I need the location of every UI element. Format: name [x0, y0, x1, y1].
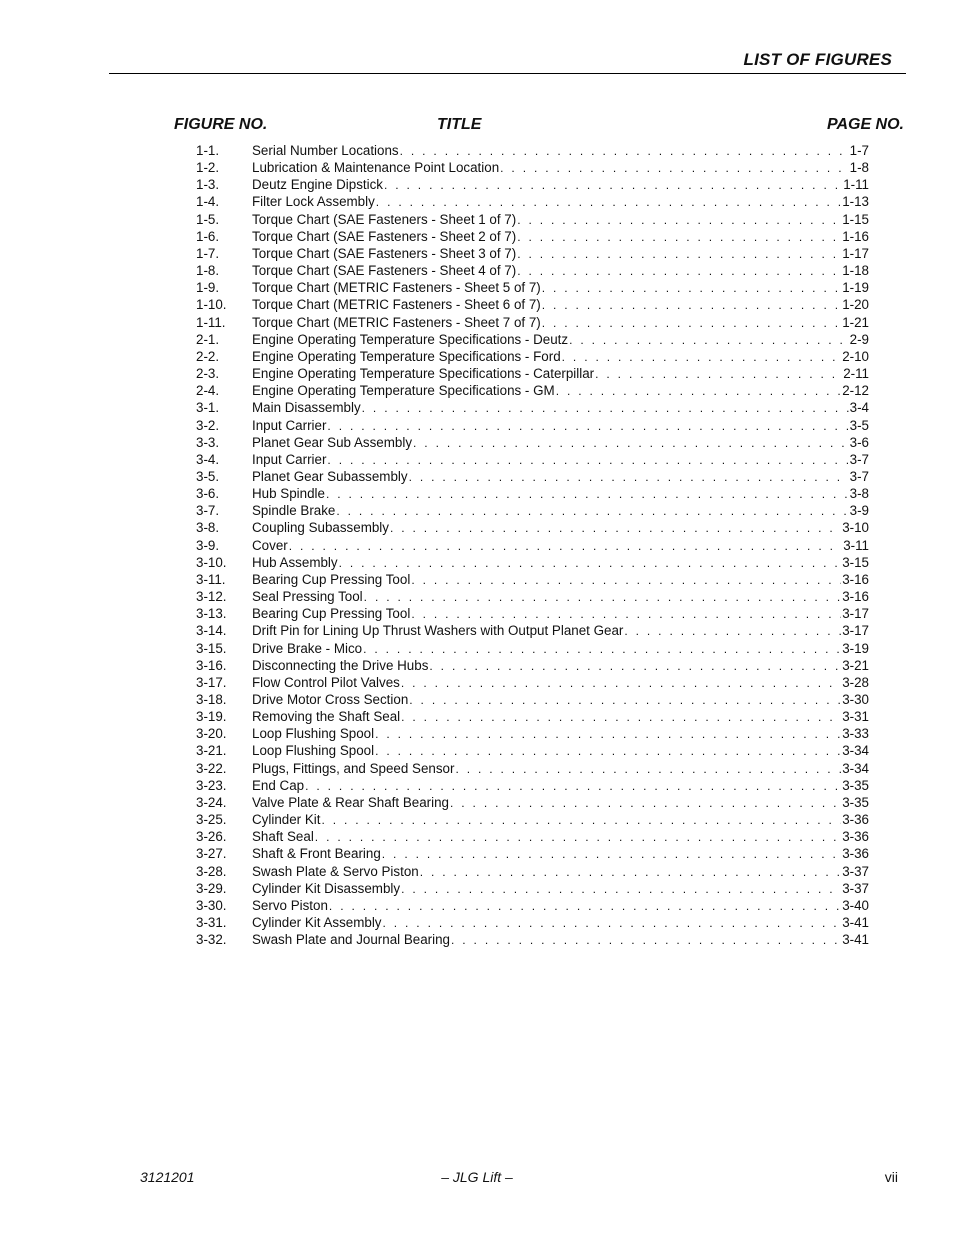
figure-number: 1-7.: [196, 245, 220, 261]
figure-page-number: 1-19: [842, 280, 869, 296]
figure-title: Engine Operating Temperature Specifications - Ford: [252, 348, 561, 364]
figure-page-number: 3-7: [849, 451, 869, 467]
figure-page-number: 1-8: [849, 160, 869, 176]
figure-number: 2-1.: [196, 331, 220, 347]
figure-title: Bearing Cup Pressing Tool: [252, 606, 411, 622]
figure-page-number: 3-17: [842, 623, 869, 639]
dot-leader: [336, 503, 848, 520]
dot-leader: [569, 332, 849, 349]
dot-leader: [315, 829, 841, 846]
dot-leader: [411, 572, 841, 589]
figure-number: 3-14.: [196, 623, 227, 639]
figure-title: Loop Flushing Spool: [252, 726, 375, 742]
dot-leader: [390, 520, 841, 537]
figure-number: 3-16.: [196, 657, 227, 673]
figure-page-number: 3-28: [842, 674, 869, 690]
dot-leader: [401, 709, 841, 726]
figure-title: Swash Plate and Journal Bearing: [252, 932, 451, 948]
dot-leader: [339, 555, 842, 572]
dot-leader: [500, 160, 848, 177]
figure-title: Torque Chart (SAE Fasteners - Sheet 3 of 7): [252, 245, 517, 261]
figure-page-number: 2-9: [849, 331, 869, 347]
figure-page-number: 1-11: [843, 177, 869, 193]
figure-page-number: 3-31: [842, 709, 869, 725]
column-header-page-no: PAGE NO.: [826, 116, 904, 133]
figure-entry[interactable]: [196, 296, 869, 313]
figure-number: 3-25.: [196, 812, 227, 828]
figure-number: 3-20.: [196, 726, 227, 742]
figure-number: 3-10.: [196, 554, 227, 570]
figure-title: Valve Plate & Rear Shaft Bearing: [252, 794, 450, 810]
dot-leader: [595, 366, 842, 383]
figure-number: 3-29.: [196, 880, 227, 896]
figure-page-number: 3-9: [849, 503, 869, 519]
figure-title: Disconnecting the Drive Hubs: [252, 657, 429, 673]
figure-number: 1-4.: [196, 194, 220, 210]
dot-leader: [401, 675, 841, 692]
figure-entry[interactable]: [196, 159, 869, 176]
figure-number: 3-32.: [196, 932, 227, 948]
figure-title: Servo Piston: [252, 897, 328, 913]
dot-leader: [375, 743, 841, 760]
figure-number: 3-12.: [196, 589, 227, 605]
figure-number: 3-6.: [196, 486, 220, 502]
figure-title: Engine Operating Temperature Specifications - Caterpillar: [252, 366, 595, 382]
figure-number: 3-11.: [196, 571, 226, 587]
figure-entry[interactable]: [196, 571, 869, 588]
figure-page-number: 3-36: [842, 812, 869, 828]
figure-title: Lubrication & Maintenance Point Location: [252, 160, 500, 176]
figure-title: Engine Operating Temperature Specifications - Deutz: [252, 331, 569, 347]
figure-number: 3-13.: [196, 606, 227, 622]
figure-list: [196, 142, 869, 948]
figure-number: 3-5.: [196, 468, 220, 484]
figure-entry[interactable]: [196, 914, 869, 931]
figure-page-number: 3-21: [842, 657, 869, 673]
figure-title: Planet Gear Sub Assembly: [252, 434, 413, 450]
figure-number: 3-17.: [196, 674, 227, 690]
figure-title: Torque Chart (SAE Fasteners - Sheet 4 of 7): [252, 263, 517, 279]
dot-leader: [362, 400, 849, 417]
figure-number: 3-24.: [196, 794, 227, 810]
dot-leader: [327, 418, 848, 435]
figure-entry[interactable]: [196, 502, 869, 519]
figure-entry[interactable]: [196, 640, 869, 657]
figure-page-number: 1-13: [842, 194, 869, 210]
figure-entry[interactable]: [196, 142, 869, 159]
figure-number: 3-28.: [196, 863, 227, 879]
figure-number: 2-3.: [196, 366, 220, 382]
figure-title: Removing the Shaft Seal: [252, 709, 401, 725]
figure-page-number: 3-8: [849, 486, 869, 502]
figure-title: Loop Flushing Spool: [252, 743, 375, 759]
figure-entry[interactable]: [196, 605, 869, 622]
figure-number: 1-1.: [196, 143, 220, 158]
figure-page-number: 3-40: [842, 897, 869, 913]
figure-page-number: 1-20: [842, 297, 869, 313]
figure-page-number: 1-15: [842, 211, 869, 227]
figure-title: Spindle Brake: [252, 503, 336, 519]
figure-title: Filter Lock Assembly: [252, 194, 375, 210]
figure-title: Drive Motor Cross Section: [252, 692, 409, 707]
figure-number: 1-5.: [196, 211, 220, 227]
figure-number: 2-2.: [196, 348, 220, 364]
figure-entry[interactable]: [196, 845, 869, 862]
figure-entry[interactable]: [196, 262, 869, 279]
dot-leader: [327, 452, 848, 469]
figure-entry[interactable]: [196, 622, 869, 639]
figure-page-number: 3-4: [849, 400, 869, 416]
figure-number: 3-21.: [196, 743, 227, 759]
dot-leader: [451, 932, 841, 949]
figure-number: 1-8.: [196, 263, 220, 279]
dot-leader: [420, 864, 841, 881]
figure-page-number: 3-35: [842, 794, 869, 810]
figure-entry[interactable]: [196, 674, 869, 691]
dot-leader: [542, 280, 841, 297]
figure-number: 3-8.: [196, 520, 220, 536]
figure-page-number: 1-16: [842, 228, 869, 244]
dot-leader: [455, 761, 841, 778]
dot-leader: [542, 297, 841, 314]
figure-page-number: 3-37: [842, 863, 869, 879]
figure-page-number: 2-10: [842, 348, 869, 364]
figure-entry[interactable]: [196, 897, 869, 914]
figure-page-number: 1-18: [842, 263, 869, 279]
figure-page-number: 3-6: [849, 434, 869, 450]
figure-title: Torque Chart (METRIC Fasteners - Sheet 5 of 7): [252, 280, 541, 296]
dot-leader: [401, 881, 841, 898]
figure-page-number: 1-17: [842, 245, 869, 261]
figure-number: 1-10.: [196, 297, 227, 313]
figure-entry[interactable]: [196, 193, 869, 210]
dot-leader: [326, 486, 849, 503]
figure-page-number: 3-34: [842, 743, 869, 759]
dot-leader: [411, 606, 841, 623]
figure-title: Coupling Subassembly: [252, 520, 389, 536]
figure-page-number: 3-16: [842, 571, 869, 587]
figure-title: Torque Chart (METRIC Fasteners - Sheet 7 of 7): [252, 314, 541, 330]
figure-entry[interactable]: [196, 742, 869, 759]
figure-title: Torque Chart (METRIC Fasteners - Sheet 6 of 7): [252, 297, 541, 313]
figure-page-number: 1-21: [842, 314, 869, 330]
dot-leader: [289, 538, 842, 555]
figure-title: Shaft & Front Bearing: [252, 846, 381, 862]
figure-number: 3-1.: [196, 400, 220, 416]
figure-title: Torque Chart (SAE Fasteners - Sheet 1 of 7): [252, 211, 517, 227]
figure-page-number: 3-36: [842, 829, 869, 845]
header-divider: [109, 73, 906, 74]
dot-leader: [517, 263, 841, 280]
figure-number: 3-15.: [196, 640, 227, 656]
figure-title: Shaft Seal: [252, 829, 314, 845]
dot-leader: [429, 658, 841, 675]
figure-title: Cylinder Kit: [252, 812, 321, 828]
figure-title: Serial Number Locations: [252, 143, 399, 158]
dot-leader: [409, 692, 841, 709]
figure-entry[interactable]: [196, 725, 869, 742]
figure-title: Hub Assembly: [252, 554, 338, 570]
figure-entry[interactable]: [196, 554, 869, 571]
figure-page-number: 3-10: [842, 520, 869, 536]
figure-entry[interactable]: [196, 279, 869, 296]
figure-entry[interactable]: [196, 588, 869, 605]
dot-leader: [556, 383, 842, 400]
figure-title: Deutz Engine Dipstick: [252, 177, 383, 193]
dot-leader: [517, 212, 841, 229]
figure-title: Cover: [252, 537, 288, 553]
figure-number: 1-2.: [196, 160, 220, 176]
figure-page-number: 2-11: [843, 366, 869, 382]
figure-title: Seal Pressing Tool: [252, 589, 363, 605]
figure-number: 3-19.: [196, 709, 227, 725]
figure-number: 1-9.: [196, 280, 220, 296]
figure-entry[interactable]: [196, 399, 869, 416]
figure-number: 3-7.: [196, 503, 220, 519]
figure-page-number: 3-34: [842, 760, 869, 776]
figure-number: 3-3.: [196, 434, 220, 450]
figure-number: 3-23.: [196, 777, 227, 793]
figure-page-number: 3-36: [842, 846, 869, 862]
figure-entry[interactable]: [196, 382, 869, 399]
figure-entry[interactable]: [196, 348, 869, 365]
figure-entry[interactable]: [196, 417, 869, 434]
figure-number: 3-4.: [196, 451, 220, 467]
dot-leader: [364, 589, 842, 606]
dot-leader: [413, 435, 849, 452]
figure-number: 3-27.: [196, 846, 227, 862]
dot-leader: [375, 726, 841, 743]
figure-page-number: 3-41: [842, 915, 869, 931]
figure-title: Planet Gear Subassembly: [252, 468, 408, 484]
figure-title: Main Disassembly: [252, 400, 361, 416]
dot-leader: [542, 315, 841, 332]
column-header-title: TITLE: [437, 116, 482, 133]
dot-leader: [517, 246, 841, 263]
figure-title: Drift Pin for Lining Up Thrust Washers with Output Planet Gear: [252, 623, 624, 639]
figure-entry[interactable]: [196, 331, 869, 348]
figure-entry[interactable]: [196, 760, 869, 777]
figure-number: 3-18.: [196, 692, 227, 707]
figure-page-number: 3-33: [842, 726, 869, 742]
figure-entry[interactable]: [196, 657, 869, 674]
footer-page-number: vii: [884, 1169, 898, 1185]
figure-title: Swash Plate & Servo Piston: [252, 863, 419, 879]
figure-title: Flow Control Pilot Valves: [252, 674, 400, 690]
figure-page-number: 3-7: [849, 468, 869, 484]
dot-leader: [409, 469, 849, 486]
dot-leader: [321, 812, 841, 829]
figure-title: Torque Chart (SAE Fasteners - Sheet 2 of 7): [252, 228, 517, 244]
figure-page-number: 1-7: [849, 143, 869, 158]
figure-entry[interactable]: [196, 228, 869, 245]
figure-entry[interactable]: [196, 314, 869, 331]
figure-page-number: 2-12: [842, 383, 869, 399]
figure-page-number: 3-16: [842, 589, 869, 605]
figure-number: 3-30.: [196, 897, 227, 913]
figure-entry[interactable]: [196, 708, 869, 725]
figure-page-number: 3-19: [842, 640, 869, 656]
figure-title: Bearing Cup Pressing Tool: [252, 571, 411, 587]
figure-number: 3-26.: [196, 829, 227, 845]
figure-entry[interactable]: [196, 434, 869, 451]
figure-entry[interactable]: [196, 365, 869, 382]
figure-entry[interactable]: [196, 245, 869, 262]
figure-entry[interactable]: [196, 485, 869, 502]
dot-leader: [384, 177, 842, 194]
figure-title: Input Carrier: [252, 417, 327, 433]
dot-leader: [400, 143, 849, 160]
figure-entry[interactable]: [196, 691, 869, 708]
figure-entry[interactable]: [196, 211, 869, 228]
figure-page-number: 3-15: [842, 554, 869, 570]
figure-title: End Cap: [252, 777, 305, 793]
dot-leader: [376, 194, 841, 211]
figure-number: 3-9.: [196, 537, 220, 553]
figure-page-number: 3-41: [842, 932, 869, 948]
figure-page-number: 3-5: [849, 417, 869, 433]
figure-entry[interactable]: [196, 811, 869, 828]
figure-page-number: 3-35: [842, 777, 869, 793]
figure-title: Cylinder Kit Assembly: [252, 915, 382, 931]
dot-leader: [383, 915, 842, 932]
figure-title: Input Carrier: [252, 451, 327, 467]
figure-title: Hub Spindle: [252, 486, 325, 502]
figure-number: 1-3.: [196, 177, 220, 193]
figure-number: 3-31.: [196, 915, 227, 931]
dot-leader: [562, 349, 842, 366]
figure-entry[interactable]: [196, 863, 869, 880]
footer-doc-number: 3121201: [140, 1169, 195, 1185]
figure-page-number: 3-17: [842, 606, 869, 622]
figure-entry[interactable]: [196, 880, 869, 897]
figure-title: Drive Brake - Mico: [252, 640, 363, 656]
footer-center-label: – JLG Lift –: [441, 1169, 513, 1185]
dot-leader: [624, 623, 841, 640]
figure-title: Cylinder Kit Disassembly: [252, 880, 401, 896]
dot-leader: [517, 229, 841, 246]
figure-number: 3-22.: [196, 760, 227, 776]
figure-number: 1-6.: [196, 228, 220, 244]
figure-page-number: 3-30: [842, 692, 869, 707]
figure-entry[interactable]: [196, 828, 869, 845]
figure-page-number: 3-11: [843, 537, 869, 553]
dot-leader: [329, 898, 841, 915]
dot-leader: [382, 846, 841, 863]
page-header-title: LIST OF FIGURES: [743, 50, 892, 69]
figure-entry[interactable]: [196, 537, 869, 554]
figure-entry[interactable]: [196, 931, 869, 948]
figure-number: 1-11.: [196, 314, 226, 330]
dot-leader: [450, 795, 841, 812]
dot-leader: [363, 641, 841, 658]
figure-entry[interactable]: [196, 468, 869, 485]
figure-entry[interactable]: [196, 176, 869, 193]
figure-entry[interactable]: [196, 794, 869, 811]
figure-page-number: 3-37: [842, 880, 869, 896]
figure-entry[interactable]: [196, 519, 869, 536]
figure-number: 2-4.: [196, 383, 220, 399]
figure-entry[interactable]: [196, 777, 869, 794]
column-header-figure-no: FIGURE NO.: [174, 116, 268, 133]
dot-leader: [305, 778, 841, 795]
figure-title: Engine Operating Temperature Specifications - GM: [252, 383, 555, 399]
figure-title: Plugs, Fittings, and Speed Sensor: [252, 760, 455, 776]
figure-number: 3-2.: [196, 417, 220, 433]
figure-entry[interactable]: [196, 451, 869, 468]
